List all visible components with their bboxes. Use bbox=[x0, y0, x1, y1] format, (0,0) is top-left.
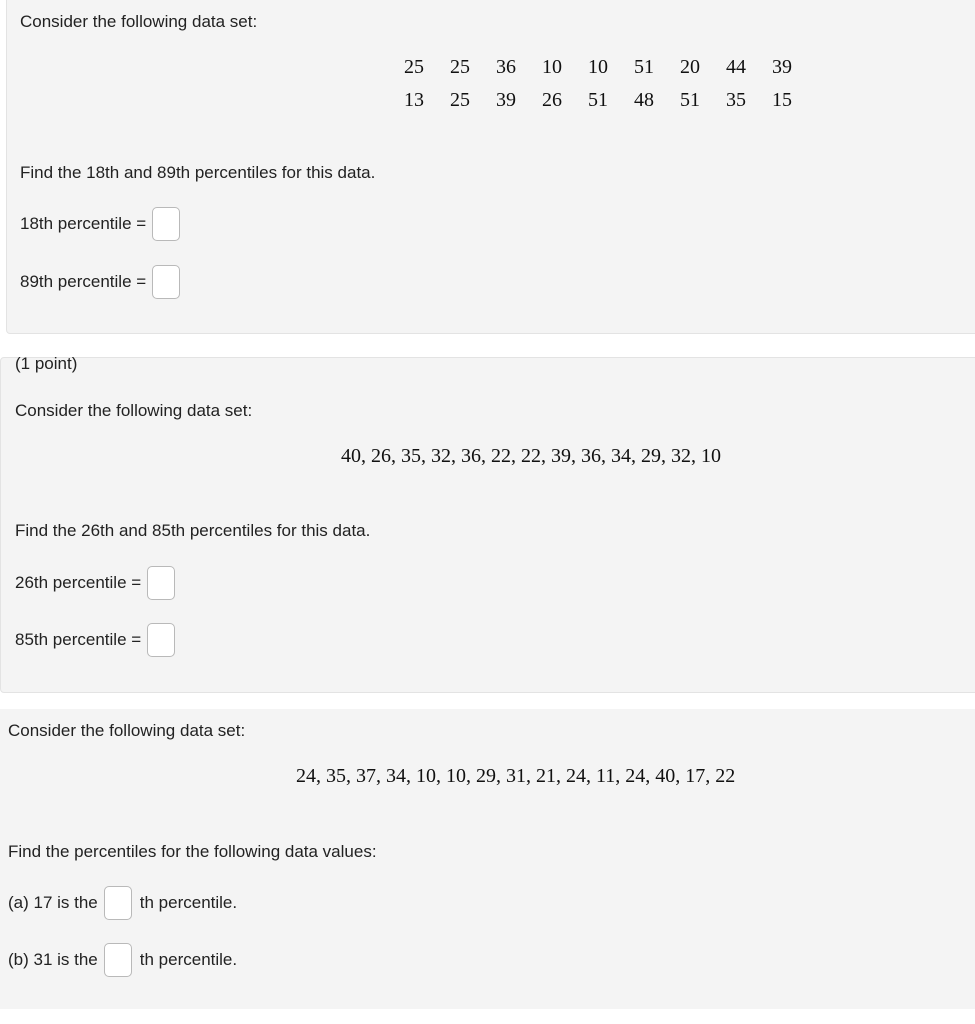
percentile-26-input[interactable] bbox=[147, 566, 175, 600]
problem-1-answer-b-row bbox=[20, 265, 180, 299]
problem-1-answer-a-row bbox=[20, 207, 180, 241]
problem-2-points: (1 point) bbox=[15, 354, 78, 373]
data-cell: 25 bbox=[404, 56, 424, 78]
percentile-85-input[interactable] bbox=[147, 623, 175, 657]
data-cell: 15 bbox=[772, 89, 792, 111]
problem-2-answer-b-row bbox=[15, 623, 175, 657]
problem-1-question: Find the 18th and 89th percentiles for this data. bbox=[20, 163, 376, 182]
problem-2-question: Find the 26th and 85th percentiles for this data. bbox=[15, 521, 371, 540]
percentile-26-label: 26th percentile = bbox=[15, 573, 142, 592]
data-cell: 36 bbox=[496, 56, 516, 78]
problem-1-data-table bbox=[378, 56, 792, 112]
data-cell: 35 bbox=[726, 89, 746, 111]
data-cell: 26 bbox=[542, 89, 562, 111]
data-cell: 44 bbox=[726, 56, 746, 78]
data-cell: 39 bbox=[496, 89, 516, 111]
data-cell: 13 bbox=[404, 89, 424, 111]
data-cell: 39 bbox=[772, 56, 792, 78]
problem-2-data: 40, 26, 35, 32, 36, 22, 22, 39, 36, 34, 29, 32, 10 bbox=[341, 445, 721, 467]
data-cell: 20 bbox=[680, 56, 700, 78]
percentile-85-label: 85th percentile = bbox=[15, 630, 142, 649]
data-cell: 48 bbox=[634, 89, 654, 111]
answer-a-prefix: (a) 17 is the bbox=[8, 893, 98, 912]
data-cell: 25 bbox=[450, 89, 470, 111]
answer-a-input[interactable] bbox=[104, 886, 132, 920]
problem-3-data: 24, 35, 37, 34, 10, 10, 29, 31, 21, 24, 11, 24, 40, 17, 22 bbox=[296, 765, 736, 787]
data-cell: 10 bbox=[542, 56, 562, 78]
problem-2-intro: Consider the following data set: bbox=[15, 401, 253, 420]
answer-b-input[interactable] bbox=[104, 943, 132, 977]
data-cell: 51 bbox=[588, 89, 608, 111]
answer-a-suffix: th percentile. bbox=[139, 893, 238, 912]
data-cell: 51 bbox=[680, 89, 700, 111]
problem-2-answer-a-row bbox=[15, 566, 175, 600]
percentile-18-input[interactable] bbox=[152, 207, 180, 241]
problem-1-intro: Consider the following data set: bbox=[20, 12, 258, 31]
percentile-18-label: 18th percentile = bbox=[20, 214, 147, 233]
problem-3-intro: Consider the following data set: bbox=[8, 721, 246, 740]
percentile-89-input[interactable] bbox=[152, 265, 180, 299]
problem-3-answer-b-row bbox=[8, 943, 237, 977]
data-cell: 10 bbox=[588, 56, 608, 78]
problem-3-question: Find the percentiles for the following data values: bbox=[8, 842, 377, 861]
data-cell: 51 bbox=[634, 56, 654, 78]
data-cell: 25 bbox=[450, 56, 470, 78]
answer-b-prefix: (b) 31 is the bbox=[8, 950, 98, 969]
percentile-89-label: 89th percentile = bbox=[20, 272, 147, 291]
problem-3-answer-a-row bbox=[8, 886, 237, 920]
answer-b-suffix: th percentile. bbox=[139, 950, 238, 969]
